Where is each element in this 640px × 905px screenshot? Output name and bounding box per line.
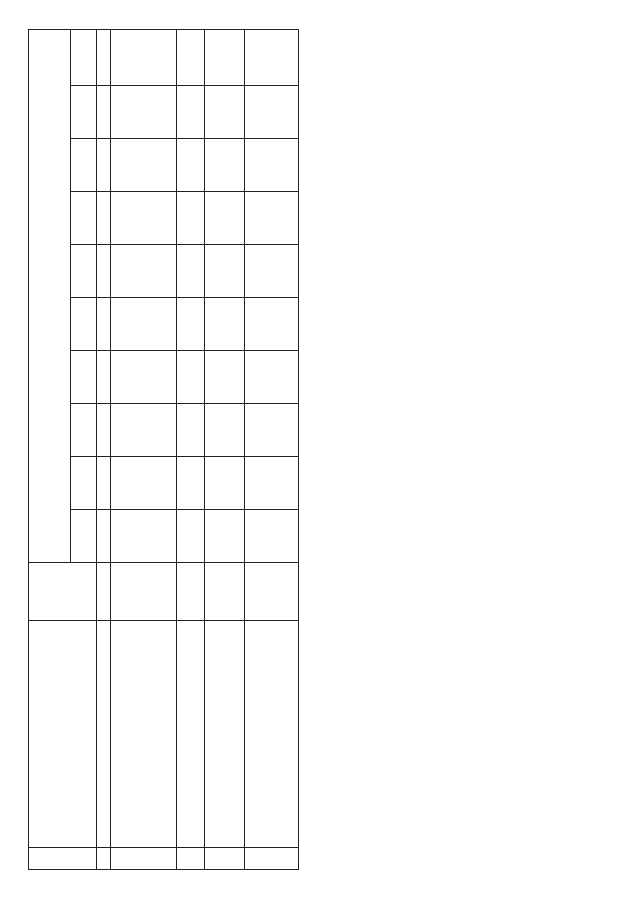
column-number	[97, 457, 111, 510]
value-cell	[111, 404, 177, 457]
table-row	[299, 29, 353, 869]
header-year	[71, 510, 97, 563]
indicator-name	[205, 621, 245, 848]
value-cell	[177, 298, 205, 351]
value-cell	[177, 139, 205, 192]
row-number	[111, 848, 177, 870]
value-cell	[205, 404, 245, 457]
value-cell	[177, 510, 205, 563]
value-cell	[205, 192, 245, 245]
header-year	[71, 404, 97, 457]
header-year	[71, 245, 97, 298]
value-cell	[177, 192, 205, 245]
header-year	[71, 29, 97, 85]
value-cell	[245, 245, 299, 298]
column-number	[97, 139, 111, 192]
value-cell	[111, 510, 177, 563]
header-year	[71, 457, 97, 510]
value-cell	[111, 457, 177, 510]
rotated-table-container	[28, 30, 613, 870]
header-year	[71, 351, 97, 404]
header-values-group	[29, 29, 71, 562]
value-cell	[245, 404, 299, 457]
value-cell	[111, 139, 177, 192]
value-cell	[177, 29, 205, 85]
column-number	[97, 563, 111, 621]
column-number	[97, 245, 111, 298]
value-cell	[177, 457, 205, 510]
column-numbers-row	[97, 29, 111, 869]
value-cell	[205, 457, 245, 510]
value-cell	[111, 29, 177, 85]
indicator-name	[245, 621, 299, 848]
value-cell	[177, 404, 205, 457]
table-row	[245, 29, 299, 869]
indicator-name	[111, 621, 177, 848]
row-number	[205, 848, 245, 870]
unit-cell	[177, 563, 205, 621]
row-number	[245, 848, 299, 870]
column-number	[97, 298, 111, 351]
column-number	[97, 86, 111, 139]
value-cell	[111, 86, 177, 139]
column-number	[97, 510, 111, 563]
column-number	[97, 351, 111, 404]
value-cell	[245, 298, 299, 351]
value-cell	[205, 298, 245, 351]
value-cell	[245, 510, 299, 563]
unit-cell	[205, 563, 245, 621]
value-cell	[205, 351, 245, 404]
table-row	[111, 29, 177, 869]
value-cell	[245, 192, 299, 245]
value-cell	[205, 86, 245, 139]
column-number	[97, 848, 111, 870]
column-number	[97, 29, 111, 85]
value-cell	[177, 86, 205, 139]
value-cell	[205, 245, 245, 298]
header-year	[71, 139, 97, 192]
header-year	[71, 192, 97, 245]
value-cell	[177, 351, 205, 404]
value-cell	[245, 29, 299, 85]
value-cell	[245, 457, 299, 510]
value-cell	[111, 245, 177, 298]
header-name	[29, 621, 97, 848]
targets-table	[28, 29, 353, 870]
column-number	[97, 621, 111, 848]
value-cell	[111, 351, 177, 404]
value-cell	[205, 139, 245, 192]
value-cell	[177, 245, 205, 298]
value-cell	[205, 510, 245, 563]
value-cell	[111, 298, 177, 351]
table-row	[205, 29, 245, 869]
indicator-name	[177, 621, 205, 848]
value-cell	[111, 192, 177, 245]
column-number	[97, 404, 111, 457]
header-year	[71, 298, 97, 351]
row-number	[177, 848, 205, 870]
unit-cell	[111, 563, 177, 621]
value-cell	[245, 86, 299, 139]
value-cell	[245, 351, 299, 404]
table-row	[177, 29, 205, 869]
header-year	[71, 86, 97, 139]
value-cell	[205, 29, 245, 85]
column-number	[97, 192, 111, 245]
value-cell	[245, 139, 299, 192]
header-num	[29, 848, 97, 870]
unit-cell	[245, 563, 299, 621]
header-unit	[29, 563, 97, 621]
